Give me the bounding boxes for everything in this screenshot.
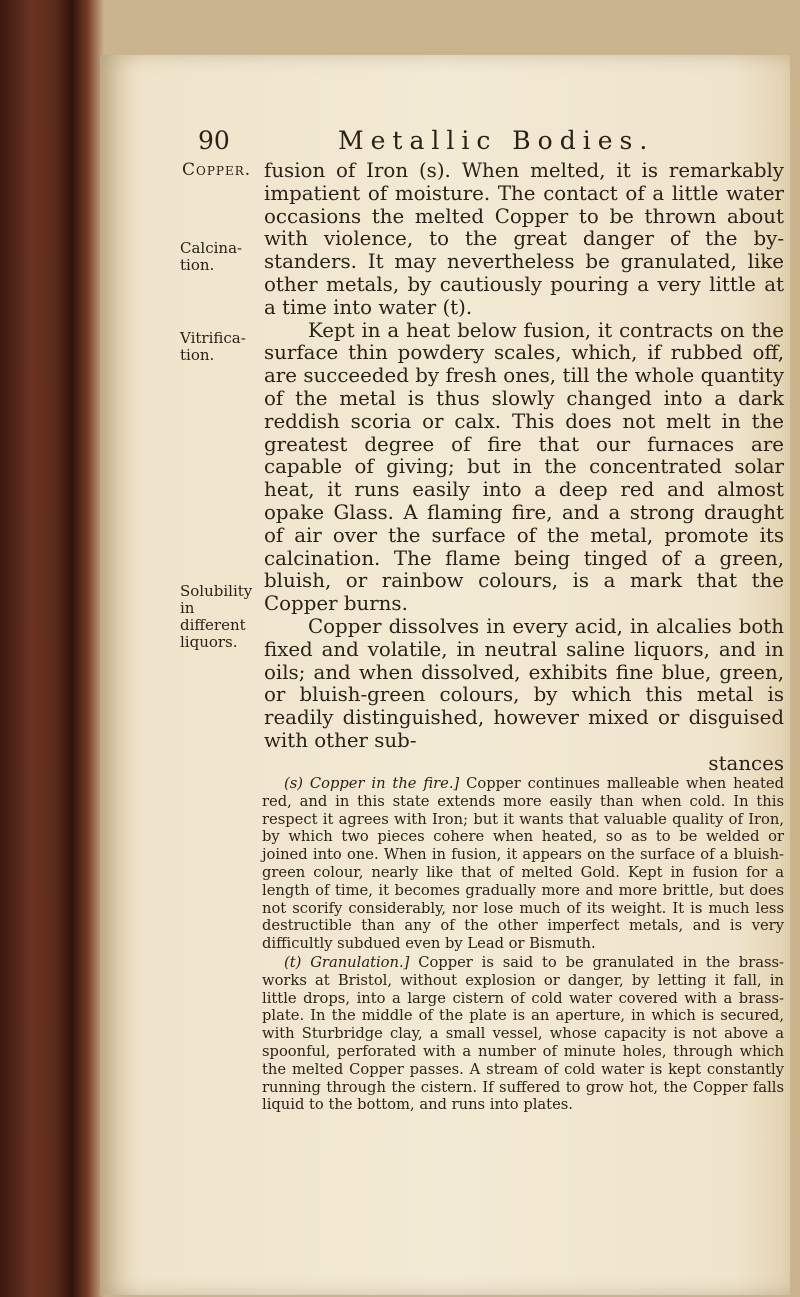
margin-note-calcination: Calcina-tion.: [180, 239, 243, 274]
footnote-t: [262, 954, 784, 1114]
paragraph-2: Kept in a heat below fusion, it contracts on the surface thin powdery scales, which, if rubbed off, are succeeded by fresh ones, till the whole quantity of the metal is thus slowly changed into a dark reddish scoria or calx. This does not melt in the greatest degree of fire that our furnaces are capable of giving; but in the concentrated solar heat, it runs easily into a deep red and almost opake Glass. A flaming fire, and a strong draught of air over the surface of the metal, promote its calcination. The flame being tinged of a green, bluish, or rainbow colours, is a mark that the Copper burns.: [264, 318, 784, 616]
paragraph-3: Copper dissolves in every acid, in alcalies both fixed and volatile, in neutral saline liquors, and in oils; and when dissolved, exhibits fine blue, green, or bluish-green colours, by which this metal is readily distinguished, however mixed or disguised with other sub-: [264, 614, 784, 752]
footnote-s: [262, 775, 784, 953]
catchword: stances: [708, 751, 784, 775]
footnote-t-text: Copper is said to be granulated in the brass-works at Bristol, without explosion or danger, by letting it fall, in little drops, into a large cistern of cold water covered with a brass-plate. In the middle of the plate is an aperture, in which is secured, with Sturbridge clay, a small vessel, whose capacity is not above a spoonful, perforated with a number of minute holes, through which the melted Copper passes. A stream of cold water is kept constantly running through the cistern. If suffered to grow hot, the Copper falls liquid to the bottom, and runs into plates.: [262, 953, 784, 1114]
main-text: [264, 160, 784, 776]
footnote-s-label: (s) Copper in the fire.]: [284, 775, 460, 792]
section-label: Copper.: [182, 160, 252, 180]
footnotes: [262, 775, 784, 1115]
running-title: Metallic Bodies.: [338, 126, 655, 155]
paragraph-1: fusion of Iron (s). When melted, it is remarkably impatient of moisture. The contact of a little water occasions the melted Copper to be thrown about with violence, to the great danger of the by-standers. It may nevertheless be granulated, like other metals, by cautiously pouring a very little at a time into water (t).: [264, 159, 784, 319]
footnote-t-label: (t) Granulation.]: [284, 953, 410, 971]
page-number: 90: [198, 126, 230, 155]
margin-note-vitrification: Vitrifica-tion.: [180, 329, 246, 364]
margin-note-solubility: Solubility in different liquors.: [180, 582, 253, 651]
footnote-s-text: Copper continues malleable when heated red, and in this state extends more easily than when cold. In this respect it agrees with Iron; but it wants that valuable quality of Iron, by which two pieces cohere when heated, so as to be welded or joined into one. When in fusion, it appears on the surface of a bluish-green colour, nearly like that of melted Gold. Kept in fusion for a length of time, it becomes gradually more and more brittle, but does not scorify considerably, nor lose much of its weight. It is much less destructible than any of the other imperfect metals, and is very difficultly subdued even by Lead or Bismuth.: [262, 775, 785, 953]
